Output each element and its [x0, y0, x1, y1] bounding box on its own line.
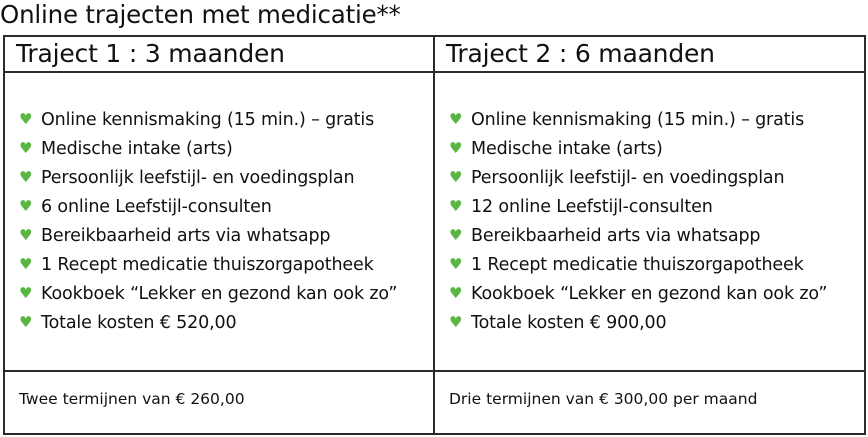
heart-icon: ♥ — [449, 284, 463, 302]
feature-text: 1 Recept medicatie thuiszorgapotheek — [471, 255, 804, 275]
heart-icon: ♥ — [19, 255, 33, 273]
heart-icon: ♥ — [19, 284, 33, 302]
list-item — [449, 163, 864, 192]
traject-2-feature-list — [435, 73, 864, 337]
feature-text: 12 online Leefstijl-consulten — [471, 197, 713, 217]
list-item — [19, 105, 433, 134]
heart-icon: ♥ — [449, 313, 463, 331]
heart-icon: ♥ — [449, 197, 463, 215]
heart-icon: ♥ — [449, 110, 463, 128]
feature-text: Bereikbaarheid arts via whatsapp — [471, 226, 761, 246]
traject-1-header — [4, 36, 434, 72]
feature-text: Bereikbaarheid arts via whatsapp — [41, 226, 331, 246]
list-item — [449, 105, 864, 134]
page-title: Online trajecten met medicatie** — [0, 0, 401, 29]
list-item — [19, 192, 433, 221]
feature-text: Kookboek “Lekker en gezond kan ook zo” — [471, 284, 828, 304]
list-item — [19, 134, 433, 163]
traject-table — [3, 35, 866, 435]
table-header-row — [4, 36, 865, 72]
traject-1-title: Traject 1 : 3 maanden — [16, 39, 285, 68]
table-features-row — [4, 72, 865, 371]
feature-text: Online kennismaking (15 min.) – gratis — [41, 110, 375, 130]
heart-icon: ♥ — [19, 110, 33, 128]
traject-1-payment: Twee termijnen van € 260,00 — [19, 390, 245, 408]
traject-2-features-cell — [434, 72, 865, 371]
list-item — [449, 308, 864, 337]
feature-text: Persoonlijk leefstijl- en voedingsplan — [41, 168, 355, 188]
traject-2-header — [434, 36, 865, 72]
traject-1-payment-cell — [4, 371, 434, 434]
list-item — [449, 192, 864, 221]
heart-icon: ♥ — [449, 226, 463, 244]
heart-icon: ♥ — [449, 168, 463, 186]
list-item — [449, 134, 864, 163]
heart-icon: ♥ — [449, 139, 463, 157]
list-item — [19, 308, 433, 337]
list-item — [19, 279, 433, 308]
feature-text: Persoonlijk leefstijl- en voedingsplan — [471, 168, 785, 188]
traject-2-payment-cell — [434, 371, 865, 434]
traject-2-payment: Drie termijnen van € 300,00 per maand — [449, 390, 758, 408]
heart-icon: ♥ — [19, 139, 33, 157]
feature-text: Kookboek “Lekker en gezond kan ook zo” — [41, 284, 398, 304]
list-item — [19, 221, 433, 250]
table-payment-row — [4, 371, 865, 434]
feature-text: Online kennismaking (15 min.) – gratis — [471, 110, 805, 130]
traject-1-feature-list — [5, 73, 433, 337]
list-item — [449, 221, 864, 250]
feature-text: 1 Recept medicatie thuiszorgapotheek — [41, 255, 374, 275]
feature-text: Totale kosten € 520,00 — [41, 313, 237, 333]
list-item — [19, 250, 433, 279]
heart-icon: ♥ — [449, 255, 463, 273]
feature-text: 6 online Leefstijl-consulten — [41, 197, 272, 217]
feature-text: Totale kosten € 900,00 — [471, 313, 667, 333]
feature-text: Medische intake (arts) — [471, 139, 663, 159]
list-item — [449, 250, 864, 279]
heart-icon: ♥ — [19, 226, 33, 244]
heart-icon: ♥ — [19, 313, 33, 331]
list-item — [19, 163, 433, 192]
feature-text: Medische intake (arts) — [41, 139, 233, 159]
heart-icon: ♥ — [19, 197, 33, 215]
list-item — [449, 279, 864, 308]
heart-icon: ♥ — [19, 168, 33, 186]
traject-1-features-cell — [4, 72, 434, 371]
traject-2-title: Traject 2 : 6 maanden — [446, 39, 715, 68]
